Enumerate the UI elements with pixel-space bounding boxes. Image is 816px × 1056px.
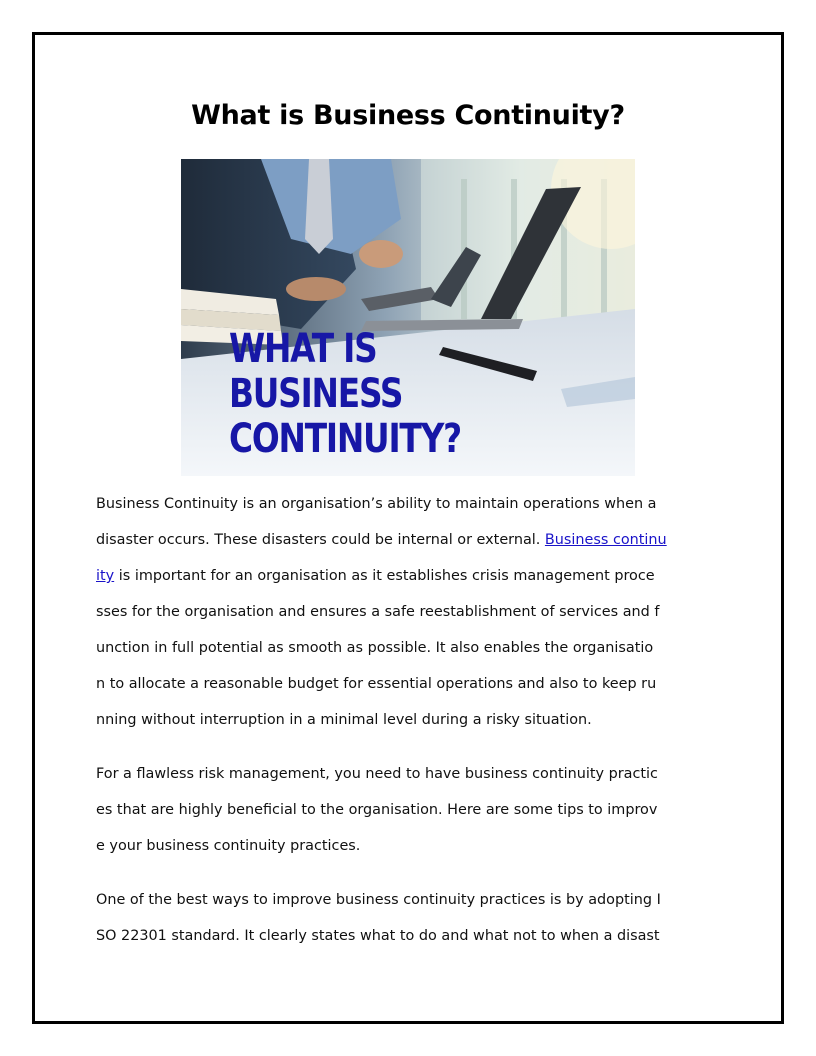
text-line: [96, 792, 722, 828]
text-line: [96, 486, 722, 522]
business-continuity-link[interactable]: Business continu: [544, 532, 667, 548]
line-text: is important for an organisation as it establishes crisis management proce: [114, 568, 655, 584]
line-text: For a flawless risk management, you need to have business continuity practic: [96, 766, 658, 782]
line-text: Business Continuity is an organisation’s ability to maintain operations when a: [96, 496, 657, 512]
line-text: disaster occurs. These disasters could be internal or external.: [96, 532, 545, 548]
paragraph-2: [96, 756, 722, 864]
line-text: n to allocate a reasonable budget for essential operations and also to keep ru: [96, 676, 657, 692]
text-line: [96, 918, 722, 954]
line-text: SO 22301 standard. It clearly states what to do and what not to when a disast: [96, 928, 660, 944]
line-text: unction in full potential as smooth as possible. It also enables the organisatio: [96, 640, 654, 656]
line-text: es that are highly beneficial to the organisation. Here are some tips to improv: [96, 802, 658, 818]
paragraph-3: [96, 882, 722, 954]
line-text: nning without interruption in a minimal level during a risky situation.: [96, 712, 592, 728]
text-line: [96, 702, 722, 738]
business-continuity-link-continued[interactable]: ity: [96, 568, 115, 584]
paragraph-1: [96, 486, 722, 738]
line-text: One of the best ways to improve business continuity practices is by adopting I: [96, 892, 661, 908]
text-line: [96, 558, 722, 594]
line-text: e your business continuity practices.: [96, 838, 361, 854]
text-line: [96, 828, 722, 864]
hero-line: CONTINUITY?: [229, 416, 461, 462]
text-line: [96, 666, 722, 702]
text-line: [96, 630, 722, 666]
hero-overlay-text: [229, 327, 461, 462]
text-line: [96, 594, 722, 630]
article-body: [96, 486, 722, 972]
hero-line: BUSINESS: [229, 371, 403, 417]
hero-line: WHAT IS: [229, 326, 377, 372]
text-line: [96, 756, 722, 792]
text-line: [96, 882, 722, 918]
page-title: What is Business Continuity?: [191, 100, 625, 131]
text-line: [96, 522, 722, 558]
hero-image: [181, 159, 635, 476]
line-text: sses for the organisation and ensures a safe reestablishment of services and f: [96, 604, 660, 620]
